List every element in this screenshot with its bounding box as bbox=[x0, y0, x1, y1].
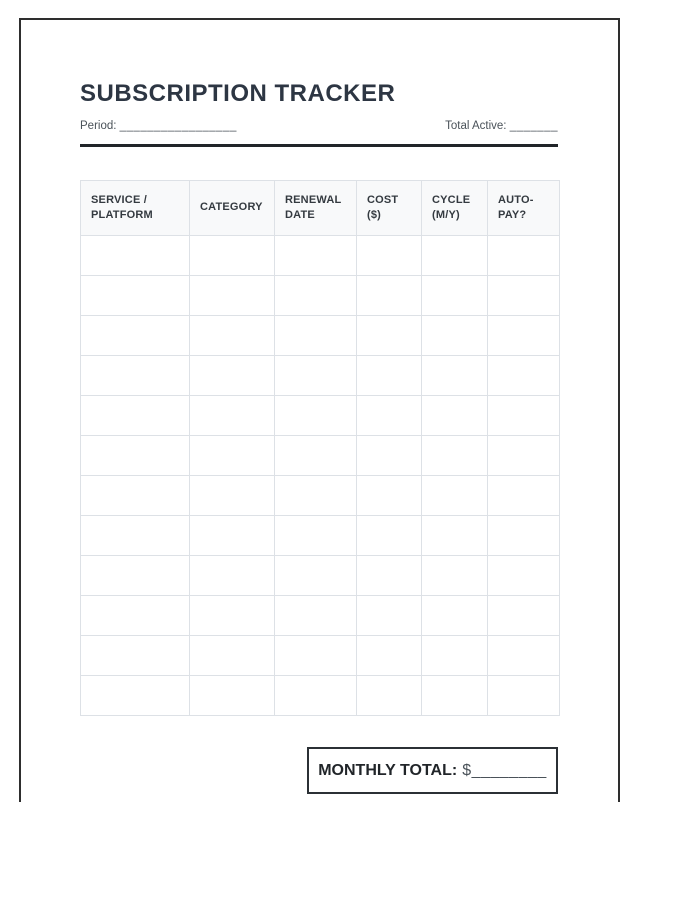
empty-cell bbox=[275, 596, 357, 636]
empty-cell bbox=[81, 636, 190, 676]
empty-cell bbox=[275, 516, 357, 556]
empty-cell bbox=[422, 516, 488, 556]
empty-cell bbox=[275, 316, 357, 356]
empty-cell bbox=[190, 316, 275, 356]
empty-cell bbox=[422, 436, 488, 476]
empty-cell bbox=[357, 316, 422, 356]
empty-cell bbox=[81, 356, 190, 396]
empty-cell bbox=[422, 236, 488, 276]
empty-cell bbox=[190, 396, 275, 436]
empty-cell bbox=[422, 636, 488, 676]
empty-cell bbox=[190, 556, 275, 596]
empty-cell bbox=[81, 556, 190, 596]
column-header: RENEWAL DATE bbox=[275, 181, 357, 236]
table-body bbox=[81, 236, 560, 716]
subscription-table bbox=[80, 180, 560, 716]
divider-rule bbox=[80, 144, 558, 147]
empty-cell bbox=[190, 516, 275, 556]
table-row bbox=[81, 596, 560, 636]
empty-cell bbox=[81, 516, 190, 556]
table-row bbox=[81, 396, 560, 436]
empty-cell bbox=[357, 436, 422, 476]
empty-cell bbox=[488, 516, 560, 556]
empty-cell bbox=[357, 476, 422, 516]
empty-cell bbox=[357, 516, 422, 556]
empty-cell bbox=[275, 236, 357, 276]
table-row bbox=[81, 236, 560, 276]
table-row bbox=[81, 316, 560, 356]
empty-cell bbox=[81, 396, 190, 436]
table-row bbox=[81, 636, 560, 676]
empty-cell bbox=[81, 676, 190, 716]
empty-cell bbox=[190, 676, 275, 716]
empty-cell bbox=[488, 556, 560, 596]
table-row bbox=[81, 436, 560, 476]
empty-cell bbox=[275, 436, 357, 476]
column-header: AUTO-PAY? bbox=[488, 181, 560, 236]
empty-cell bbox=[275, 396, 357, 436]
empty-cell bbox=[190, 236, 275, 276]
empty-cell bbox=[422, 476, 488, 516]
period-label: Period: bbox=[80, 120, 117, 132]
total-row bbox=[80, 747, 558, 794]
empty-cell bbox=[81, 596, 190, 636]
empty-cell bbox=[488, 636, 560, 676]
empty-cell bbox=[190, 436, 275, 476]
empty-cell bbox=[488, 316, 560, 356]
empty-cell bbox=[275, 356, 357, 396]
empty-cell bbox=[422, 596, 488, 636]
empty-cell bbox=[275, 276, 357, 316]
meta-row bbox=[80, 118, 558, 134]
page-content bbox=[21, 80, 618, 862]
table-row bbox=[81, 276, 560, 316]
total-active-field bbox=[445, 118, 558, 134]
empty-cell bbox=[190, 596, 275, 636]
total-active-label: Total Active: bbox=[445, 120, 507, 132]
empty-cell bbox=[488, 676, 560, 716]
monthly-total-blank-line: $________ bbox=[462, 761, 547, 779]
empty-cell bbox=[422, 316, 488, 356]
period-blank-line: _________________ bbox=[119, 120, 237, 132]
column-header: CATEGORY bbox=[190, 181, 275, 236]
empty-cell bbox=[488, 476, 560, 516]
column-header: COST ($) bbox=[357, 181, 422, 236]
table-header-row bbox=[81, 181, 560, 236]
empty-cell bbox=[275, 556, 357, 596]
empty-cell bbox=[488, 596, 560, 636]
empty-cell bbox=[190, 476, 275, 516]
empty-cell bbox=[357, 276, 422, 316]
empty-cell bbox=[190, 276, 275, 316]
empty-cell bbox=[422, 556, 488, 596]
table-row bbox=[81, 516, 560, 556]
empty-cell bbox=[190, 356, 275, 396]
empty-cell bbox=[422, 676, 488, 716]
empty-cell bbox=[275, 476, 357, 516]
empty-cell bbox=[357, 636, 422, 676]
table-row bbox=[81, 476, 560, 516]
empty-cell bbox=[488, 356, 560, 396]
empty-cell bbox=[357, 596, 422, 636]
empty-cell bbox=[422, 356, 488, 396]
monthly-total-box bbox=[307, 747, 558, 794]
empty-cell bbox=[488, 396, 560, 436]
total-active-blank-line: _______ bbox=[509, 120, 558, 132]
page-frame bbox=[19, 18, 620, 802]
empty-cell bbox=[190, 636, 275, 676]
empty-cell bbox=[81, 476, 190, 516]
monthly-total-label: MONTHLY TOTAL: bbox=[318, 761, 458, 779]
empty-cell bbox=[275, 676, 357, 716]
empty-cell bbox=[357, 556, 422, 596]
empty-cell bbox=[488, 276, 560, 316]
table-row bbox=[81, 356, 560, 396]
empty-cell bbox=[422, 396, 488, 436]
period-field bbox=[80, 118, 237, 134]
table-row bbox=[81, 556, 560, 596]
empty-cell bbox=[488, 236, 560, 276]
column-header: SERVICE / PLATFORM bbox=[81, 181, 190, 236]
empty-cell bbox=[81, 436, 190, 476]
empty-cell bbox=[81, 276, 190, 316]
empty-cell bbox=[357, 236, 422, 276]
empty-cell bbox=[357, 676, 422, 716]
column-header: CYCLE (M/Y) bbox=[422, 181, 488, 236]
table-row bbox=[81, 676, 560, 716]
empty-cell bbox=[81, 236, 190, 276]
empty-cell bbox=[81, 316, 190, 356]
empty-cell bbox=[422, 276, 488, 316]
empty-cell bbox=[357, 356, 422, 396]
page-title: SUBSCRIPTION TRACKER bbox=[80, 80, 396, 107]
empty-cell bbox=[275, 636, 357, 676]
empty-cell bbox=[488, 436, 560, 476]
empty-cell bbox=[357, 396, 422, 436]
